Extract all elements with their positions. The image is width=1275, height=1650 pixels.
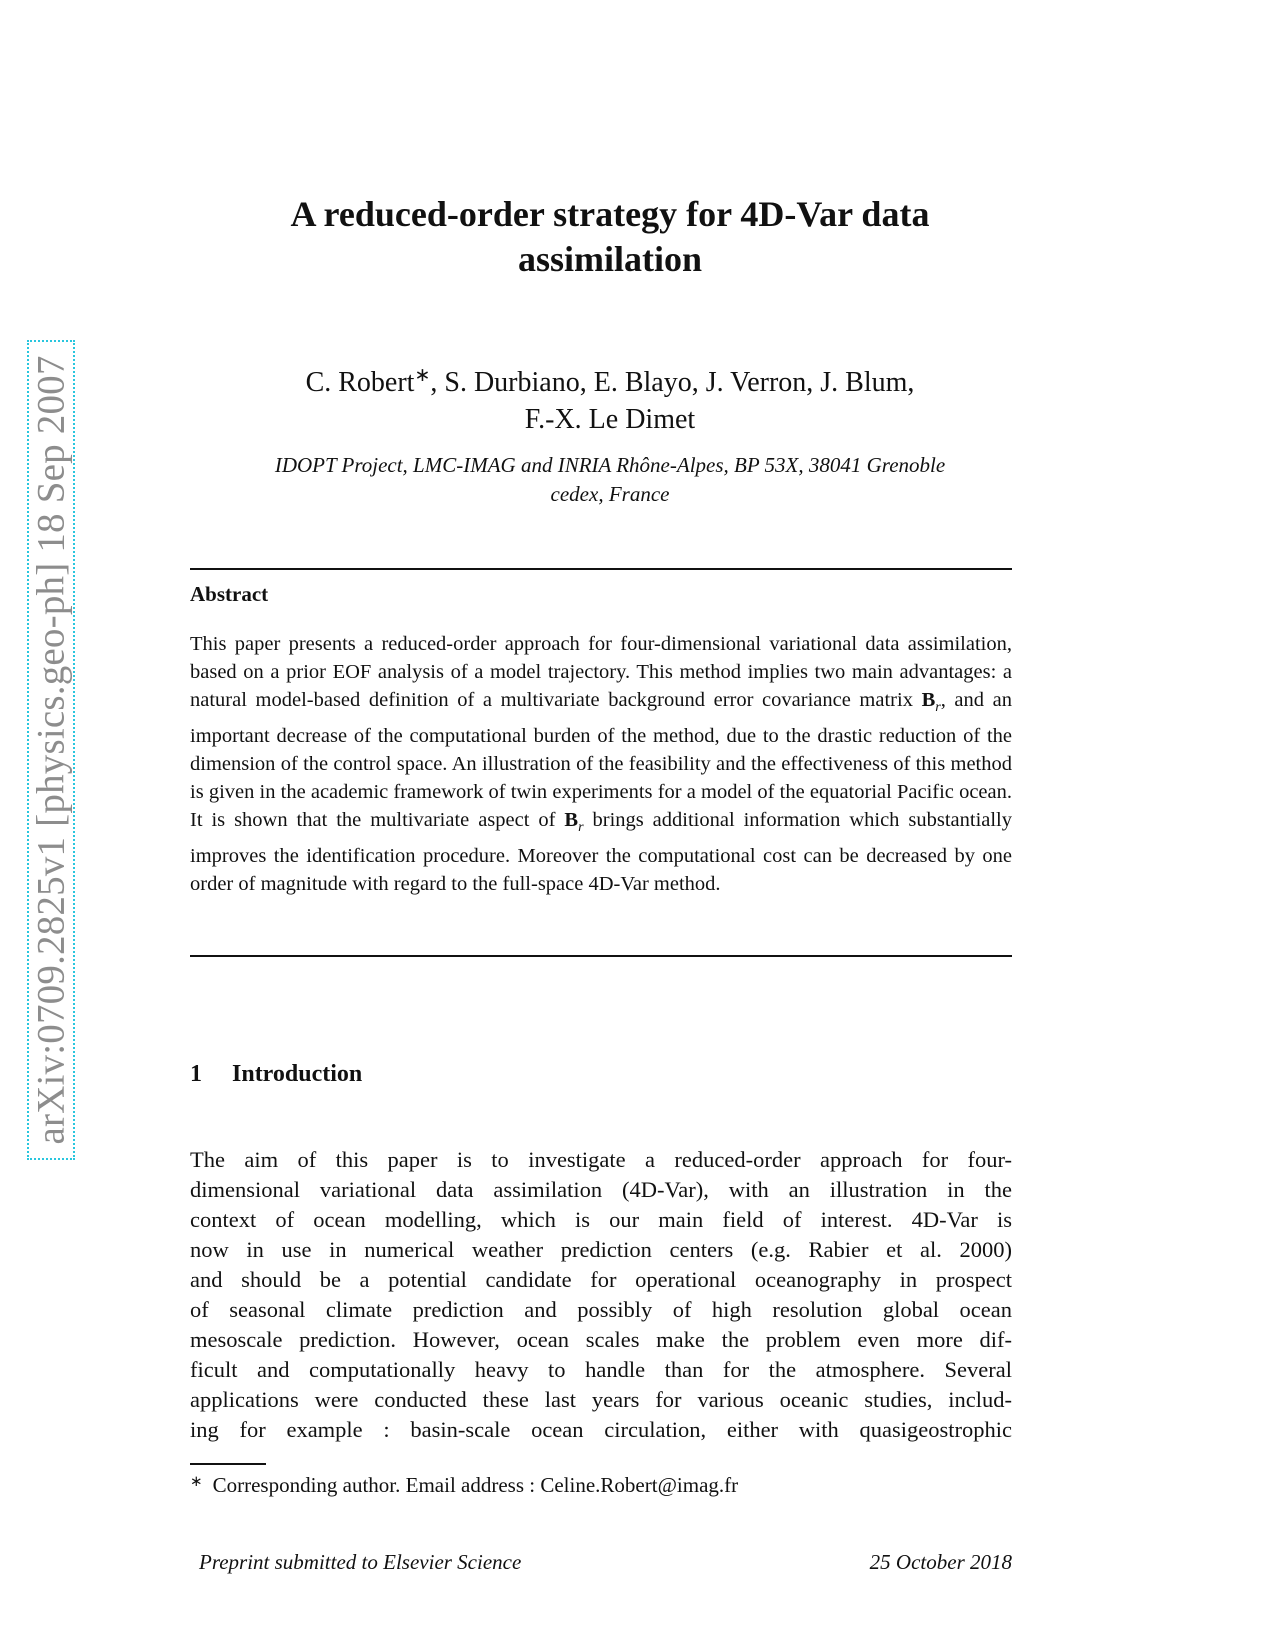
matrix-subscript-2: r [578,820,584,836]
matrix-symbol-2: B [564,809,579,832]
authors-line-1 [190,357,1030,401]
abstract-part-1: This paper presents a reduced-order approach for four-dimensional variational data assimilation, based on a prior EOF analysis of a model trajectory. This method implies two main advantages: a natural model-based definition of a multivariate background error covariance matrix [190,633,1012,711]
abstract-heading: Abstract [190,582,269,606]
intro-line: of seasonal climate prediction and possibly of high resolution global ocean [190,1297,1012,1322]
arxiv-stamp [27,340,75,1160]
author-footnote-mark[interactable]: ∗ [414,365,431,386]
footnote-rule [190,1463,266,1465]
author-list [190,357,1030,438]
intro-line: dimensional variational data assimilation (4D-Var), with an illustration in the [190,1177,1012,1202]
abstract-part-2: , and an important decrease of the computational burden of the method, due to the drastic reduction of the dimension of the control space. An illustration of the feasibility and the effectiveness of this method is given in the academic framework of twin experiments for a model of the equatorial Pacific ocean. It is shown that the multivariate aspect of [190,689,1012,832]
arxiv-identifier[interactable]: arXiv:0709.2825v1 [physics.geo-ph] 18 Sep 2007 [29,355,73,1145]
affiliation-line-1: IDOPT Project, LMC-IMAG and INRIA Rhône-Alpes, BP 53X, 38041 Grenoble [274,453,946,477]
footnote [190,1468,738,1499]
section-title: Introduction [232,1061,363,1087]
intro-line: now in use in numerical weather prediction centers (e.g. Rabier et al. 2000) [190,1237,1012,1262]
other-authors: , S. Durbiano, E. Blayo, J. Verron, J. Blum, [430,367,915,398]
intro-line: mesoscale prediction. However, ocean scales make the problem even more dif- [190,1327,1012,1352]
intro-line: context of ocean modelling, which is our main field of interest. 4D-Var is [190,1207,1012,1232]
matrix-subscript: r [935,700,941,716]
authors-line-2: F.-X. Le Dimet [524,404,696,435]
paper-title [190,192,1030,282]
section-heading-introduction [190,1059,362,1089]
abstract-bottom-rule [190,955,1012,957]
title-line-1: A reduced-order strategy for 4D-Var data [290,194,930,234]
abstract-part-3: brings additional information which substantially improves the identification procedure. Moreover the computational cost can be decreased by one order of magnitude with regard to the full-space 4D-Var method. [190,809,1013,896]
footnote-text: Corresponding author. Email address : Celine.Robert@imag.fr [212,1473,739,1497]
intro-line: ficult and computationally heavy to handle than for the atmosphere. Several [190,1357,1012,1382]
footer-submission-note: Preprint submitted to Elsevier Science [199,1550,522,1574]
abstract-body [190,630,1012,898]
matrix-symbol: B [921,689,936,711]
intro-line: applications were conducted these last years for various oceanic studies, includ- [190,1387,1012,1412]
abstract-top-rule [190,568,1012,570]
intro-line: The aim of this paper is to investigate a reduced-order approach for four- [190,1147,1012,1172]
introduction-body [190,1145,1012,1445]
footnote-mark: ∗ [190,1474,203,1490]
section-number: 1 [190,1061,202,1087]
footer-date: 25 October 2018 [869,1550,1012,1574]
first-author: C. Robert [305,367,415,398]
affiliation [190,451,1030,509]
affiliation-line-2: cedex, France [550,482,670,506]
intro-line: ing for example : basin-scale ocean circulation, either with quasigeostrophic [190,1417,1012,1442]
title-line-2: assimilation [517,239,703,279]
intro-line: and should be a potential candidate for operational oceanography in prospect [190,1267,1012,1292]
